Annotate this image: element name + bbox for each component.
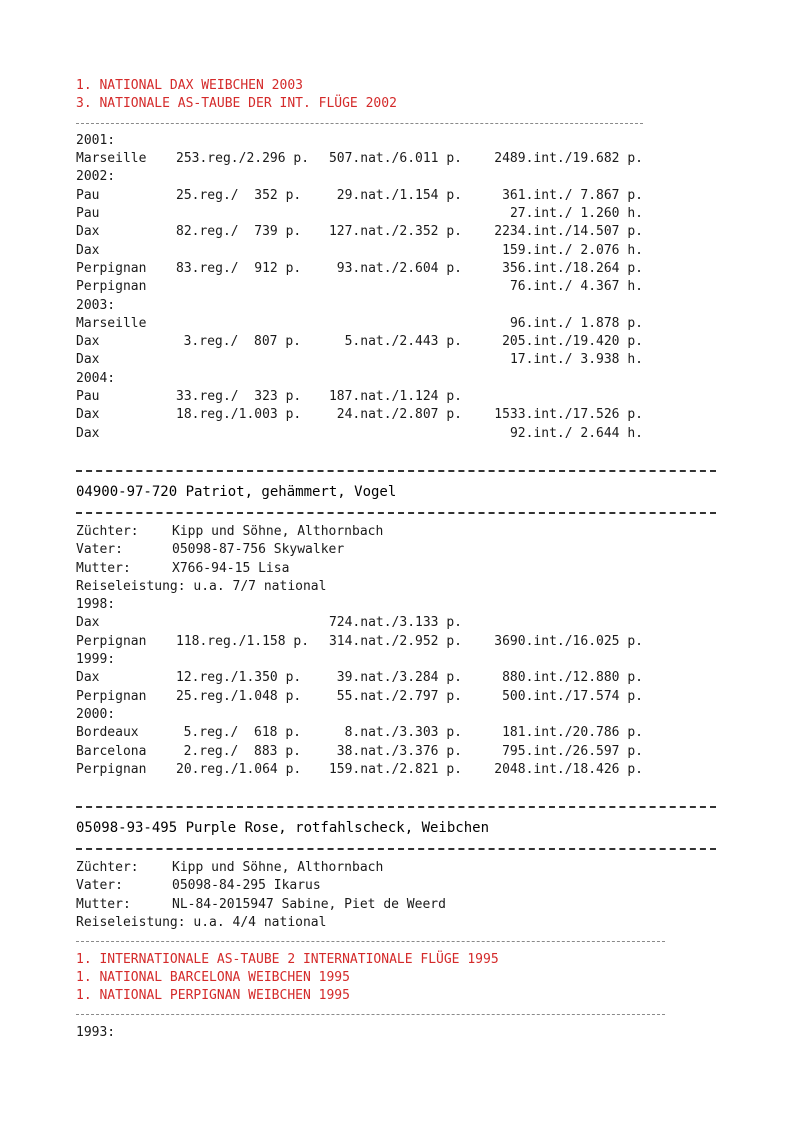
mother-row [76,896,736,914]
international-result [462,614,643,632]
father-label: Vater: [76,878,123,894]
race-location: Dax [76,352,100,368]
result-row [76,761,736,779]
father-label: Vater: [76,542,123,558]
international-result: 76.int./ 4.367 h. [509,279,643,295]
race-location: Dax [76,407,100,423]
father-row [76,541,736,559]
race-location: Pau [76,389,100,405]
result-row [76,205,736,223]
result-row [76,425,736,443]
pigeon-title: 05098-93-495 Purple Rose, rotfahlscheck, Weibchen [76,820,490,837]
result-row [76,187,736,205]
result-row [76,315,736,333]
national-result: 38.nat./3.376 p. [336,743,462,759]
regional-result [176,205,301,223]
national-result: 8.nat./3.303 p. [344,725,462,741]
race-location: Dax [76,242,100,258]
regional-result: 25.reg./1.048 p. [176,688,302,704]
national-result [301,425,462,443]
international-result: 3690.int./16.025 p. [494,633,643,649]
breeder-label: Züchter: [76,523,139,539]
result-row [76,150,736,168]
year-label: 1998: [76,597,116,613]
regional-result: 5.reg./ 618 p. [183,725,301,741]
international-result: 500.int./17.574 p. [502,688,643,704]
international-result: 92.int./ 2.644 h. [509,425,643,441]
race-location: Perpignan [76,260,147,276]
section-2-results [76,596,736,779]
thin-divider [76,932,736,950]
regional-result: 18.reg./1.003 p. [176,407,302,423]
international-result [462,388,643,406]
international-result: 356.int./18.264 p. [502,260,643,276]
breeder-value: Kipp und Söhne, Althornbach [172,523,384,539]
international-result: 2489.int./19.682 p. [494,151,643,167]
national-result [301,315,462,333]
regional-result [176,351,301,369]
regional-result [176,315,301,333]
international-result: 361.int./ 7.867 p. [502,187,643,203]
national-result: 507.nat./6.011 p. [328,151,462,167]
breeder-row [76,523,736,541]
national-result: 314.nat./2.952 p. [328,633,462,649]
result-row [76,633,736,651]
father-value: 05098-84-295 Ikarus [172,878,321,894]
result-row [76,743,736,761]
mother-value: X766-94-15 Lisa [172,560,290,576]
regional-result: 33.reg./ 323 p. [176,389,302,405]
result-row [76,669,736,687]
race-location: Pau [76,206,100,222]
father-value: 05098-87-756 Skywalker [172,542,345,558]
international-result: 159.int./ 2.076 h. [502,242,643,258]
honor-line: 3. NATIONALE AS-TAUBE DER INT. FLÜGE 2002 [76,96,397,112]
international-result: 1533.int./17.526 p. [494,407,643,423]
year-label: 1993: [76,1024,116,1040]
race-location: Bordeaux [76,725,139,741]
father-row [76,877,736,895]
breeder-label: Züchter: [76,860,139,876]
race-location: Marseille [76,151,147,167]
honor-line: 1. NATIONAL BARCELONA WEIBCHEN 1995 [76,969,350,985]
national-result [301,242,462,260]
result-row [76,242,736,260]
pedigree-document [76,77,736,1042]
international-result: 27.int./ 1.260 h. [509,206,643,222]
honor-line: 1. NATIONAL DAX WEIBCHEN 2003 [76,78,303,93]
international-result: 2048.int./18.426 p. [494,761,643,777]
regional-result: 12.reg./1.350 p. [176,670,302,686]
national-result: 24.nat./2.807 p. [336,407,462,423]
thin-divider [76,1005,736,1023]
national-result: 93.nat./2.604 p. [336,260,462,276]
year-label: 2000: [76,706,116,722]
regional-result: 118.reg./1.158 p. [176,633,310,649]
result-row [76,260,736,278]
race-location: Dax [76,425,100,441]
regional-result: 83.reg./ 912 p. [176,260,302,276]
national-result: 127.nat./2.352 p. [328,224,462,240]
thick-divider [76,797,736,817]
regional-result: 253.reg./2.296 p. [176,151,310,167]
regional-result [176,425,301,443]
regional-result: 3.reg./ 807 p. [183,334,301,350]
result-row [76,406,736,424]
international-result: 96.int./ 1.878 p. [509,315,643,331]
race-location: Dax [76,334,100,350]
race-location: Marseille [76,315,147,331]
race-location: Perpignan [76,633,147,649]
year-label: 2002: [76,169,116,185]
mother-value: NL-84-2015947 Sabine, Piet de Weerd [172,896,446,912]
regional-result: 82.reg./ 739 p. [176,224,302,240]
national-result: 187.nat./1.124 p. [328,389,462,405]
regional-result: 25.reg./ 352 p. [176,187,302,203]
international-result: 880.int./12.880 p. [502,670,643,686]
performance-summary: Reiseleistung: u.a. 7/7 national [76,578,327,594]
result-row [76,614,736,632]
international-result: 2234.int./14.507 p. [494,224,643,240]
race-location: Barcelona [76,743,147,759]
national-result: 39.nat./3.284 p. [336,670,462,686]
national-result [301,278,462,296]
national-result: 29.nat./1.154 p. [336,187,462,203]
mother-label: Mutter: [76,560,131,576]
mother-label: Mutter: [76,896,131,912]
result-row [76,278,736,296]
international-result: 17.int./ 3.938 h. [509,352,643,368]
result-row [76,724,736,742]
race-location: Pau [76,187,100,203]
regional-result: 20.reg./1.064 p. [176,761,302,777]
year-label: 1999: [76,652,116,668]
regional-result: 2.reg./ 883 p. [183,743,301,759]
race-location: Perpignan [76,688,147,704]
year-label: 2003: [76,297,116,313]
regional-result [176,242,301,260]
national-result: 55.nat./2.797 p. [336,688,462,704]
national-result: 159.nat./2.821 p. [328,761,462,777]
thin-divider [76,114,736,132]
mother-row [76,560,736,578]
race-location: Dax [76,670,100,686]
international-result: 205.int./19.420 p. [502,334,643,350]
result-row [76,688,736,706]
thick-divider [76,461,736,481]
national-result: 724.nat./3.133 p. [328,615,462,631]
pigeon-title: 04900-97-720 Patriot, gehämmert, Vogel [76,483,397,500]
regional-result [176,278,301,296]
result-row [76,223,736,241]
honor-line: 1. NATIONAL PERPIGNAN WEIBCHEN 1995 [76,988,350,1004]
national-result [301,351,462,369]
breeder-row [76,859,736,877]
breeder-value: Kipp und Söhne, Althornbach [172,860,384,876]
international-result: 181.int./20.786 p. [502,725,643,741]
thick-divider [76,839,736,859]
honor-line: 1. INTERNATIONALE AS-TAUBE 2 INTERNATIONALE FLÜGE 1995 [76,951,499,967]
section-1 [76,77,736,443]
national-result: 5.nat./2.443 p. [344,334,462,350]
result-row [76,351,736,369]
race-location: Dax [76,615,100,631]
result-row [76,388,736,406]
year-label: 2001: [76,132,116,148]
regional-result [176,614,301,632]
race-location: Dax [76,224,100,240]
international-result: 795.int./26.597 p. [502,743,643,759]
result-row [76,333,736,351]
national-result [301,205,462,223]
race-location: Perpignan [76,279,147,295]
year-label: 2004: [76,370,116,386]
thick-divider [76,503,736,523]
race-location: Perpignan [76,761,147,777]
performance-summary: Reiseleistung: u.a. 4/4 national [76,914,327,930]
